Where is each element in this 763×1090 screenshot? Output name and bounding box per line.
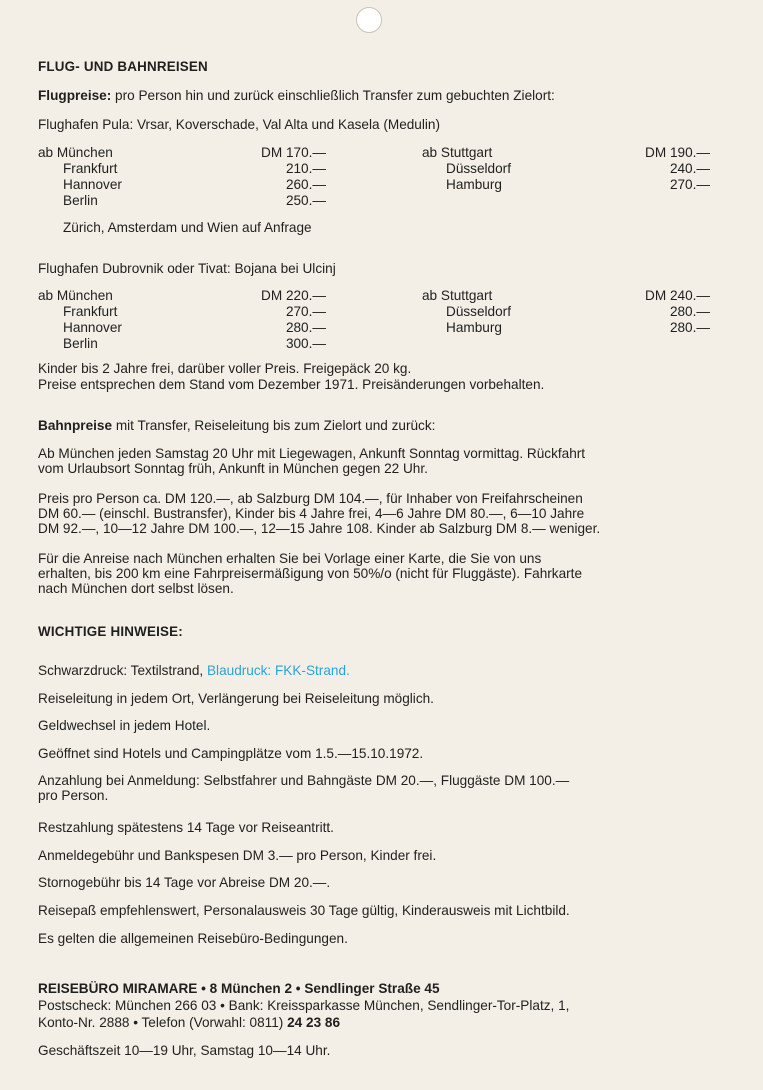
notes-heading: WICHTIGE HINWEISE: xyxy=(38,624,183,639)
note-fees: Anmeldegebühr und Bankspesen DM 3.— pro Person, Kinder frei. xyxy=(38,848,437,863)
contact-line xyxy=(38,1015,340,1030)
punch-hole xyxy=(356,7,382,33)
price: DM 220.— xyxy=(261,288,326,303)
city: Berlin xyxy=(63,336,98,351)
text-line: DM 60.— (einschl. Bustransfer), Kinder bis 4 Jahre frei, 4—6 Jahre DM 80.—, 6—10 Jahre xyxy=(38,506,585,521)
bank-details: Postscheck: München 266 03 • Bank: Kreissparkasse München, Sendlinger-Tor-Platz, 1, xyxy=(38,998,570,1013)
city: Hamburg xyxy=(446,320,502,335)
text-line: Anzahlung bei Anmeldung: Selbstfahrer und Bahngäste DM 20.—, Fluggäste DM 100.— xyxy=(38,773,570,788)
dubrovnik-left-cities xyxy=(38,288,122,352)
rail-prices-intro xyxy=(38,418,435,433)
flight-prices-label: Flugpreise: xyxy=(38,88,112,103)
city: Hannover xyxy=(63,177,122,192)
text-line: pro Person. xyxy=(38,788,109,803)
text-line: Ab München jeden Samstag 20 Uhr mit Liegewagen, Ankunft Sonntag vormittag. Rückfahrt xyxy=(38,446,586,461)
text-line: Für die Anreise nach München erhalten Sie bei Vorlage einer Karte, die Sie von uns xyxy=(38,551,542,566)
company-address: REISEBÜRO MIRAMARE • 8 München 2 • Sendlinger Straße 45 xyxy=(38,981,440,996)
city: Düsseldorf xyxy=(446,161,511,176)
pula-price-table xyxy=(38,145,714,215)
price: DM 190.— xyxy=(645,145,710,160)
dubrovnik-left-prices xyxy=(234,288,326,352)
city: Frankfurt xyxy=(63,161,118,176)
city: Frankfurt xyxy=(63,304,118,319)
price: 280.— xyxy=(285,320,326,335)
price-note: Preise entsprechen dem Stand vom Dezember 1971. Preisänderungen vorbehalten. xyxy=(38,377,545,392)
pula-left-prices xyxy=(234,145,326,209)
rail-schedule-paragraph xyxy=(38,446,585,476)
city: Hannover xyxy=(63,320,122,335)
price: 280.— xyxy=(669,320,710,335)
account-number: Konto-Nr. 2888 • Telefon (Vorwahl: 0811) xyxy=(38,1015,284,1030)
price: DM 170.— xyxy=(261,145,326,160)
print-legend xyxy=(38,663,350,678)
pula-right-prices xyxy=(616,145,710,193)
note-opening: Geöffnet sind Hotels und Campingplätze vom 1.5.—15.10.1972. xyxy=(38,746,424,761)
city: ab Stuttgart xyxy=(422,145,493,160)
text-line: DM 92.—, 10—12 Jahre DM 100.—, 12—15 Jahre 108. Kinder ab Salzburg DM 8.— weniger. xyxy=(38,521,601,536)
pula-note: Zürich, Amsterdam und Wien auf Anfrage xyxy=(63,220,312,235)
city: ab München xyxy=(38,145,113,160)
price: DM 240.— xyxy=(645,288,710,303)
pula-left-cities xyxy=(38,145,122,209)
pula-right-cities xyxy=(422,145,511,193)
rail-prices-label: Bahnpreise xyxy=(38,418,113,433)
rail-price-paragraph xyxy=(38,491,600,536)
dubrovnik-right-prices xyxy=(616,288,710,336)
rail-discount-paragraph xyxy=(38,551,582,596)
children-note: Kinder bis 2 Jahre frei, darüber voller Preis. Freigepäck 20 kg. xyxy=(38,361,412,376)
note-balance: Restzahlung spätestens 14 Tage vor Reiseantritt. xyxy=(38,820,334,835)
note-deposit xyxy=(38,773,569,803)
dubrovnik-price-table xyxy=(38,288,714,358)
price: 240.— xyxy=(669,161,710,176)
business-hours: Geschäftszeit 10—19 Uhr, Samstag 10—14 Uhr. xyxy=(38,1043,331,1058)
city: ab München xyxy=(38,288,113,303)
text-line: vom Urlaubsort Sonntag früh, Ankunft in München gegen 22 Uhr. xyxy=(38,461,428,476)
black-print-legend: Schwarzdruck: Textilstrand, xyxy=(38,663,204,678)
note-conditions: Es gelten die allgemeinen Reisebüro-Bedingungen. xyxy=(38,931,348,946)
dubrovnik-right-cities xyxy=(422,288,511,336)
note-exchange: Geldwechsel in jedem Hotel. xyxy=(38,718,211,733)
note-guides: Reiseleitung in jedem Ort, Verlängerung bei Reiseleitung möglich. xyxy=(38,691,434,706)
price: 250.— xyxy=(285,193,326,208)
flight-prices-intro xyxy=(38,88,555,103)
text-line: nach München dort selbst lösen. xyxy=(38,581,234,596)
price: 260.— xyxy=(285,177,326,192)
phone-number: 24 23 86 xyxy=(287,1015,341,1030)
note-passport: Reisepaß empfehlenswert, Personalausweis 30 Tage gültig, Kinderausweis mit Lichtbild. xyxy=(38,903,570,918)
city: Hamburg xyxy=(446,177,502,192)
flights-heading: FLUG- UND BAHNREISEN xyxy=(38,59,208,74)
price: 270.— xyxy=(669,177,710,192)
dubrovnik-airport-title: Flughafen Dubrovnik oder Tivat: Bojana bei Ulcinj xyxy=(38,261,336,276)
flight-prices-text: pro Person hin und zurück einschließlich Transfer zum gebuchten Zielort: xyxy=(115,88,555,103)
city: Düsseldorf xyxy=(446,304,511,319)
price: 300.— xyxy=(285,336,326,351)
text-line: Preis pro Person ca. DM 120.—, ab Salzburg DM 104.—, für Inhaber von Freifahrscheinen xyxy=(38,491,583,506)
price: 210.— xyxy=(285,161,326,176)
note-cancellation: Stornogebühr bis 14 Tage vor Abreise DM 20.—. xyxy=(38,875,331,890)
text-line: erhalten, bis 200 km eine Fahrpreisermäßigung von 50%/o (nicht für Fluggäste). Fahrkarte xyxy=(38,566,583,581)
rail-prices-text: mit Transfer, Reiseleitung bis zum Zielort und zurück: xyxy=(115,418,436,433)
city: Berlin xyxy=(63,193,98,208)
price: 280.— xyxy=(669,304,710,319)
price: 270.— xyxy=(285,304,326,319)
city: ab Stuttgart xyxy=(422,288,493,303)
blue-print-legend: Blaudruck: FKK-Strand. xyxy=(206,663,350,678)
pula-airport-title: Flughafen Pula: Vrsar, Koverschade, Val Alta und Kasela (Medulin) xyxy=(38,117,440,132)
